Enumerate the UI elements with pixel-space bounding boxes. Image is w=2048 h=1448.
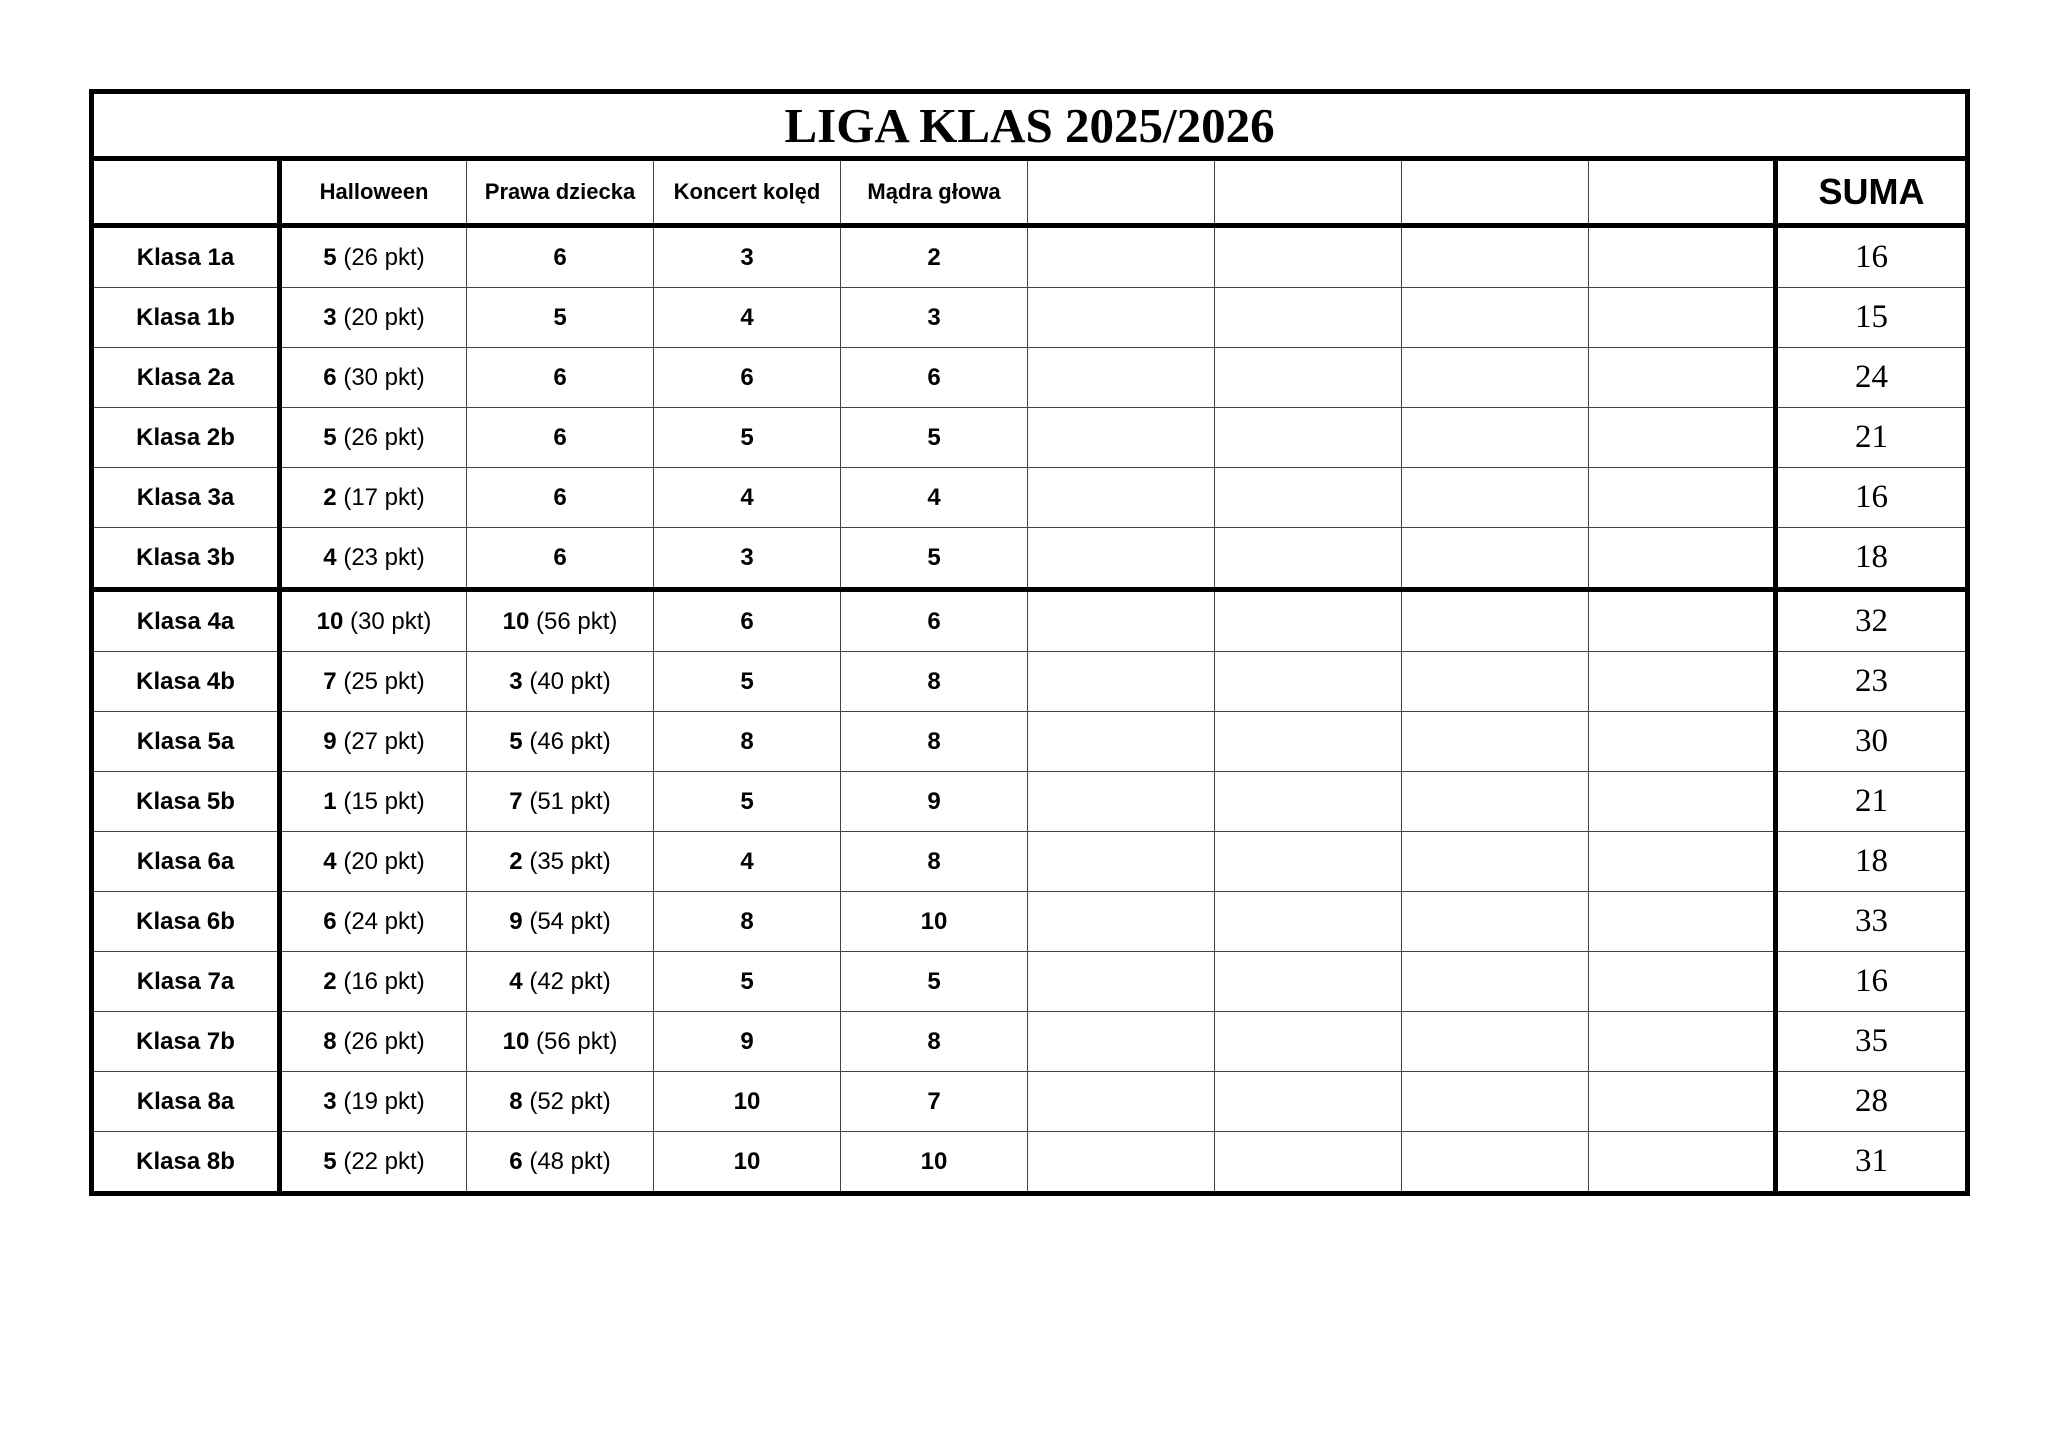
points-value: (42 pkt) (522, 967, 611, 995)
rank-value: 5 (740, 423, 754, 451)
score-cell (1215, 1132, 1402, 1194)
score-cell (1402, 892, 1589, 952)
class-label: Klasa 6a (92, 832, 280, 892)
score-cell (467, 1012, 654, 1072)
class-label: Klasa 3a (92, 468, 280, 528)
score-cell (1215, 772, 1402, 832)
points-value: (17 pkt) (336, 483, 425, 511)
score-cell (654, 952, 841, 1012)
score-cell (654, 652, 841, 712)
table-row (92, 348, 1968, 408)
rank-value: 2 (509, 847, 523, 875)
score-cell (467, 712, 654, 772)
score-cell (1402, 1072, 1589, 1132)
score-cell (1028, 348, 1215, 408)
score-cell (841, 590, 1028, 652)
table-row (92, 1132, 1968, 1194)
rank-value: 6 (509, 1147, 523, 1175)
sum-value: 23 (1776, 652, 1968, 712)
score-cell (654, 288, 841, 348)
rank-value: 2 (323, 483, 337, 511)
rank-value: 6 (740, 607, 754, 635)
rank-value: 6 (740, 363, 754, 391)
rank-value: 5 (740, 787, 754, 815)
score-cell (1402, 952, 1589, 1012)
class-label: Klasa 4b (92, 652, 280, 712)
score-cell (1402, 652, 1589, 712)
table-row (92, 832, 1968, 892)
score-cell (467, 348, 654, 408)
score-cell (654, 408, 841, 468)
score-cell (1215, 1012, 1402, 1072)
points-value: (54 pkt) (522, 907, 611, 935)
score-cell (1589, 288, 1776, 348)
score-cell (841, 952, 1028, 1012)
score-cell (1028, 590, 1215, 652)
score-cell (1589, 652, 1776, 712)
score-cell (654, 772, 841, 832)
score-cell (1589, 408, 1776, 468)
score-cell (467, 226, 654, 288)
sum-value: 28 (1776, 1072, 1968, 1132)
score-cell (1402, 712, 1589, 772)
score-cell (654, 892, 841, 952)
points-value: (46 pkt) (522, 727, 611, 755)
points-value: (22 pkt) (336, 1147, 425, 1175)
score-cell (841, 712, 1028, 772)
score-cell (654, 1132, 841, 1194)
sum-value: 16 (1776, 468, 1968, 528)
sum-value: 33 (1776, 892, 1968, 952)
points-value: (30 pkt) (336, 363, 425, 391)
score-cell (841, 1132, 1028, 1194)
column-header-4: Mądra głowa (841, 159, 1028, 226)
column-header-8 (1589, 159, 1776, 226)
class-label: Klasa 5a (92, 712, 280, 772)
score-cell (280, 772, 467, 832)
score-cell (841, 348, 1028, 408)
table-row (92, 952, 1968, 1012)
table-row (92, 288, 1968, 348)
score-cell (1589, 952, 1776, 1012)
points-value: (27 pkt) (336, 727, 425, 755)
points-value: (30 pkt) (343, 607, 432, 635)
score-cell (1028, 1072, 1215, 1132)
score-cell (1028, 226, 1215, 288)
score-cell (467, 652, 654, 712)
column-header-1: Halloween (280, 159, 467, 226)
score-cell (841, 468, 1028, 528)
rank-value: 5 (927, 543, 941, 571)
class-label: Klasa 1a (92, 226, 280, 288)
table-row (92, 468, 1968, 528)
score-cell (467, 1132, 654, 1194)
points-value: (26 pkt) (336, 243, 425, 271)
column-header-7 (1402, 159, 1589, 226)
rank-value: 1 (323, 787, 337, 815)
table-row (92, 892, 1968, 952)
rank-value: 5 (927, 423, 941, 451)
sum-value: 21 (1776, 772, 1968, 832)
sum-value: 15 (1776, 288, 1968, 348)
score-cell (1215, 226, 1402, 288)
score-cell (1402, 1132, 1589, 1194)
score-cell (1215, 892, 1402, 952)
score-cell (1589, 832, 1776, 892)
score-cell (841, 652, 1028, 712)
score-cell (1402, 226, 1589, 288)
points-value: (52 pkt) (522, 1087, 611, 1115)
score-cell (1028, 1012, 1215, 1072)
score-cell (280, 712, 467, 772)
class-label: Klasa 5b (92, 772, 280, 832)
rank-value: 4 (927, 483, 941, 511)
score-cell (1215, 712, 1402, 772)
class-label: Klasa 6b (92, 892, 280, 952)
score-cell (1589, 1012, 1776, 1072)
score-cell (467, 590, 654, 652)
score-cell (280, 1012, 467, 1072)
score-cell (1589, 468, 1776, 528)
points-value: (23 pkt) (336, 543, 425, 571)
score-cell (280, 288, 467, 348)
sum-value: 16 (1776, 952, 1968, 1012)
rank-value: 9 (927, 787, 941, 815)
rank-value: 3 (323, 303, 337, 331)
rank-value: 3 (927, 303, 941, 331)
score-cell (841, 288, 1028, 348)
header-corner-cell (92, 159, 280, 226)
rank-value: 5 (323, 243, 337, 271)
score-cell (841, 832, 1028, 892)
rank-value: 5 (553, 303, 567, 331)
rank-value: 6 (323, 363, 337, 391)
rank-value: 7 (927, 1087, 941, 1115)
rank-value: 6 (553, 243, 567, 271)
table-title: LIGA KLAS 2025/2026 (92, 92, 1968, 159)
rank-value: 3 (509, 667, 523, 695)
score-cell (1589, 892, 1776, 952)
class-label: Klasa 3b (92, 528, 280, 590)
score-cell (280, 652, 467, 712)
sum-value: 18 (1776, 528, 1968, 590)
score-cell (280, 952, 467, 1012)
points-value: (56 pkt) (529, 607, 618, 635)
score-cell (280, 590, 467, 652)
score-cell (654, 832, 841, 892)
table-row (92, 1012, 1968, 1072)
rank-value: 9 (509, 907, 523, 935)
class-label: Klasa 8b (92, 1132, 280, 1194)
class-label: Klasa 2a (92, 348, 280, 408)
score-cell (1215, 468, 1402, 528)
score-cell (467, 892, 654, 952)
score-cell (841, 226, 1028, 288)
score-cell (1215, 652, 1402, 712)
sum-value: 35 (1776, 1012, 1968, 1072)
sum-value: 18 (1776, 832, 1968, 892)
points-value: (26 pkt) (336, 1027, 425, 1055)
score-cell (467, 772, 654, 832)
points-value: (25 pkt) (336, 667, 425, 695)
score-cell (1215, 1072, 1402, 1132)
points-value: (48 pkt) (522, 1147, 611, 1175)
rank-value: 4 (740, 847, 754, 875)
table-row (92, 408, 1968, 468)
score-cell (1402, 772, 1589, 832)
table-row (92, 528, 1968, 590)
rank-value: 5 (740, 667, 754, 695)
score-cell (1589, 348, 1776, 408)
points-value: (19 pkt) (336, 1087, 425, 1115)
score-cell (1402, 528, 1589, 590)
rank-value: 8 (927, 727, 941, 755)
score-cell (1215, 590, 1402, 652)
table-row (92, 226, 1968, 288)
score-cell (1402, 590, 1589, 652)
score-cell (1028, 712, 1215, 772)
score-cell (841, 528, 1028, 590)
rank-value: 10 (502, 607, 530, 635)
score-cell (1402, 408, 1589, 468)
points-value: (56 pkt) (529, 1027, 618, 1055)
rank-value: 6 (927, 363, 941, 391)
rank-value: 3 (740, 543, 754, 571)
score-cell (280, 348, 467, 408)
score-cell (1028, 652, 1215, 712)
class-label: Klasa 2b (92, 408, 280, 468)
rank-value: 8 (740, 727, 754, 755)
sum-value: 16 (1776, 226, 1968, 288)
column-header-6 (1215, 159, 1402, 226)
score-cell (1402, 468, 1589, 528)
score-cell (1215, 952, 1402, 1012)
table-row (92, 1072, 1968, 1132)
header-row (92, 159, 1968, 226)
score-cell (1028, 772, 1215, 832)
rank-value: 8 (740, 907, 754, 935)
sum-value: 21 (1776, 408, 1968, 468)
score-cell (654, 1072, 841, 1132)
rank-value: 8 (927, 667, 941, 695)
score-cell (280, 468, 467, 528)
rank-value: 8 (509, 1087, 523, 1115)
score-cell (280, 528, 467, 590)
rank-value: 5 (323, 1147, 337, 1175)
score-cell (1589, 226, 1776, 288)
class-label: Klasa 8a (92, 1072, 280, 1132)
score-cell (467, 288, 654, 348)
score-cell (280, 1072, 467, 1132)
score-cell (467, 468, 654, 528)
league-table (89, 89, 1970, 1196)
points-value: (24 pkt) (336, 907, 425, 935)
score-cell (1589, 772, 1776, 832)
rank-value: 9 (740, 1027, 754, 1055)
table-row (92, 712, 1968, 772)
points-value: (20 pkt) (336, 847, 425, 875)
column-header-5 (1028, 159, 1215, 226)
score-cell (654, 468, 841, 528)
class-label: Klasa 7a (92, 952, 280, 1012)
rank-value: 4 (509, 967, 523, 995)
score-cell (654, 226, 841, 288)
sum-value: 24 (1776, 348, 1968, 408)
score-cell (1402, 1012, 1589, 1072)
class-label: Klasa 4a (92, 590, 280, 652)
rank-value: 9 (323, 727, 337, 755)
rank-value: 4 (323, 847, 337, 875)
score-cell (841, 408, 1028, 468)
table-row (92, 652, 1968, 712)
score-cell (841, 1012, 1028, 1072)
rank-value: 5 (740, 967, 754, 995)
rank-value: 4 (740, 303, 754, 331)
score-cell (280, 226, 467, 288)
score-cell (280, 408, 467, 468)
score-cell (467, 408, 654, 468)
score-cell (1589, 590, 1776, 652)
score-cell (1589, 528, 1776, 590)
points-value: (26 pkt) (336, 423, 425, 451)
points-value: (51 pkt) (522, 787, 611, 815)
score-cell (1589, 1072, 1776, 1132)
rank-value: 6 (553, 423, 567, 451)
rank-value: 5 (323, 423, 337, 451)
score-cell (1028, 952, 1215, 1012)
sum-value: 32 (1776, 590, 1968, 652)
rank-value: 3 (740, 243, 754, 271)
score-cell (654, 712, 841, 772)
score-cell (841, 772, 1028, 832)
score-cell (654, 348, 841, 408)
score-cell (841, 1072, 1028, 1132)
score-cell (1028, 892, 1215, 952)
rank-value: 3 (323, 1087, 337, 1115)
sum-value: 31 (1776, 1132, 1968, 1194)
rank-value: 8 (927, 1027, 941, 1055)
rank-value: 6 (927, 607, 941, 635)
score-cell (654, 590, 841, 652)
points-value: (40 pkt) (522, 667, 611, 695)
sum-header: SUMA (1776, 159, 1968, 226)
score-cell (280, 832, 467, 892)
table-row (92, 590, 1968, 652)
rank-value: 7 (509, 787, 523, 815)
score-cell (654, 528, 841, 590)
score-cell (1402, 288, 1589, 348)
rank-value: 5 (927, 967, 941, 995)
score-cell (1215, 832, 1402, 892)
score-cell (1402, 348, 1589, 408)
class-label: Klasa 7b (92, 1012, 280, 1072)
score-cell (1215, 528, 1402, 590)
rank-value: 10 (733, 1087, 761, 1115)
rank-value: 4 (323, 543, 337, 571)
score-cell (654, 1012, 841, 1072)
class-label: Klasa 1b (92, 288, 280, 348)
rank-value: 10 (502, 1027, 530, 1055)
score-cell (467, 832, 654, 892)
rank-value: 6 (553, 363, 567, 391)
rank-value: 2 (927, 243, 941, 271)
points-value: (35 pkt) (522, 847, 611, 875)
score-cell (1215, 408, 1402, 468)
score-cell (1589, 1132, 1776, 1194)
score-cell (467, 528, 654, 590)
rank-value: 7 (323, 667, 337, 695)
sum-value: 30 (1776, 712, 1968, 772)
score-cell (1028, 1132, 1215, 1194)
score-cell (467, 1072, 654, 1132)
score-cell (841, 892, 1028, 952)
rank-value: 6 (553, 543, 567, 571)
score-cell (1215, 348, 1402, 408)
rank-value: 2 (323, 967, 337, 995)
points-value: (16 pkt) (336, 967, 425, 995)
points-value: (15 pkt) (336, 787, 425, 815)
table-row (92, 772, 1968, 832)
rank-value: 5 (509, 727, 523, 755)
score-cell (1028, 832, 1215, 892)
rank-value: 10 (920, 907, 948, 935)
score-cell (1028, 528, 1215, 590)
rank-value: 8 (927, 847, 941, 875)
score-cell (280, 1132, 467, 1194)
score-cell (1215, 288, 1402, 348)
rank-value: 10 (920, 1147, 948, 1175)
score-cell (1402, 832, 1589, 892)
rank-value: 6 (323, 907, 337, 935)
rank-value: 10 (733, 1147, 761, 1175)
points-value: (20 pkt) (336, 303, 425, 331)
rank-value: 8 (323, 1027, 337, 1055)
column-header-3: Koncert kolęd (654, 159, 841, 226)
rank-value: 10 (316, 607, 344, 635)
column-header-2: Prawa dziecka (467, 159, 654, 226)
score-cell (280, 892, 467, 952)
score-cell (467, 952, 654, 1012)
title-row (92, 92, 1968, 159)
rank-value: 4 (740, 483, 754, 511)
score-cell (1028, 468, 1215, 528)
score-cell (1589, 712, 1776, 772)
score-cell (1028, 408, 1215, 468)
score-cell (1028, 288, 1215, 348)
rank-value: 6 (553, 483, 567, 511)
